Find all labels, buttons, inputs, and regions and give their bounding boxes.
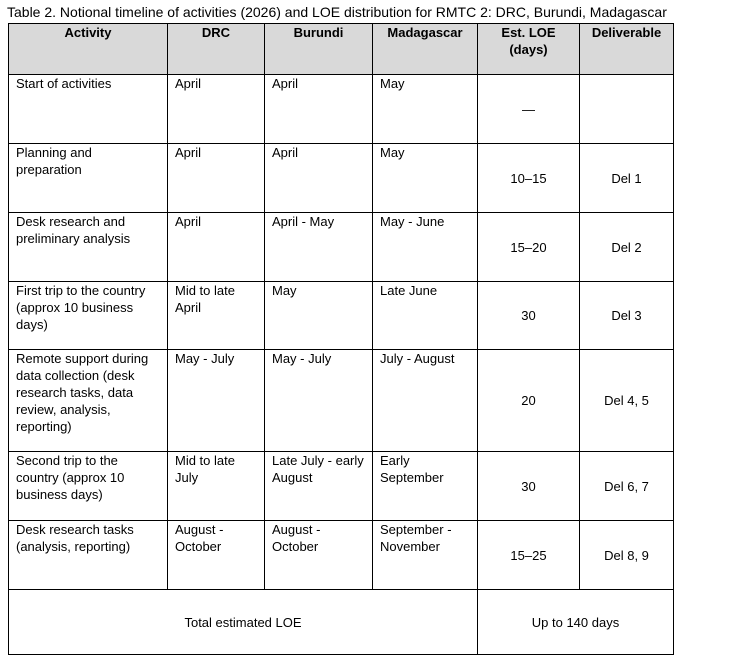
burundi-cell: August - October (265, 521, 373, 590)
loe-cell: 20 (478, 350, 580, 452)
madagascar-cell: Early September (373, 452, 478, 521)
madagascar-cell: July - August (373, 350, 478, 452)
table-row (9, 282, 674, 350)
drc-cell: Mid to late July (168, 452, 265, 521)
activity-cell: Planning and preparation (9, 144, 168, 213)
madagascar-cell: Late June (373, 282, 478, 350)
table-row (9, 452, 674, 521)
loe-cell: 10–15 (478, 144, 580, 213)
deliverable-cell: Del 2 (580, 213, 674, 282)
loe-cell: — (478, 75, 580, 144)
loe-timeline-table (8, 23, 674, 655)
burundi-cell: April - May (265, 213, 373, 282)
deliverable-cell: Del 1 (580, 144, 674, 213)
drc-cell: August - October (168, 521, 265, 590)
total-row (9, 590, 674, 655)
table-row (9, 521, 674, 590)
drc-cell: April (168, 75, 265, 144)
drc-cell: April (168, 213, 265, 282)
loe-cell: 15–25 (478, 521, 580, 590)
header-activity: Activity (9, 24, 168, 75)
activity-cell: Second trip to the country (approx 10 business days) (9, 452, 168, 521)
burundi-cell: May (265, 282, 373, 350)
header-deliverable: Deliverable (580, 24, 674, 75)
activity-cell: Remote support during data collection (desk research tasks, data review, analysis, reporting) (9, 350, 168, 452)
activity-cell: Desk research tasks (analysis, reporting) (9, 521, 168, 590)
deliverable-cell: Del 6, 7 (580, 452, 674, 521)
drc-cell: May - July (168, 350, 265, 452)
madagascar-cell: May - June (373, 213, 478, 282)
activity-cell: First trip to the country (approx 10 business days) (9, 282, 168, 350)
burundi-cell: April (265, 75, 373, 144)
madagascar-cell: May (373, 144, 478, 213)
deliverable-cell: Del 3 (580, 282, 674, 350)
burundi-cell: April (265, 144, 373, 213)
burundi-cell: May - July (265, 350, 373, 452)
madagascar-cell: September - November (373, 521, 478, 590)
header-burundi: Burundi (265, 24, 373, 75)
deliverable-cell: Del 8, 9 (580, 521, 674, 590)
deliverable-cell (580, 75, 674, 144)
header-drc: DRC (168, 24, 265, 75)
loe-cell: 30 (478, 282, 580, 350)
madagascar-cell: May (373, 75, 478, 144)
table-row (9, 75, 674, 144)
header-row (9, 24, 674, 75)
header-madagascar: Madagascar (373, 24, 478, 75)
drc-cell: Mid to late April (168, 282, 265, 350)
deliverable-cell: Del 4, 5 (580, 350, 674, 452)
burundi-cell: Late July - early August (265, 452, 373, 521)
table-row (9, 144, 674, 213)
table-caption: Table 2. Notional timeline of activities (2026) and LOE distribution for RMTC 2: DRC, Burundi, Madagascar (7, 4, 667, 20)
header-loe: Est. LOE (days) (478, 24, 580, 75)
table-row (9, 350, 674, 452)
table-row (9, 213, 674, 282)
activity-cell: Start of activities (9, 75, 168, 144)
total-value: Up to 140 days (478, 590, 674, 655)
loe-cell: 30 (478, 452, 580, 521)
loe-cell: 15–20 (478, 213, 580, 282)
activity-cell: Desk research and preliminary analysis (9, 213, 168, 282)
drc-cell: April (168, 144, 265, 213)
total-label: Total estimated LOE (9, 590, 478, 655)
